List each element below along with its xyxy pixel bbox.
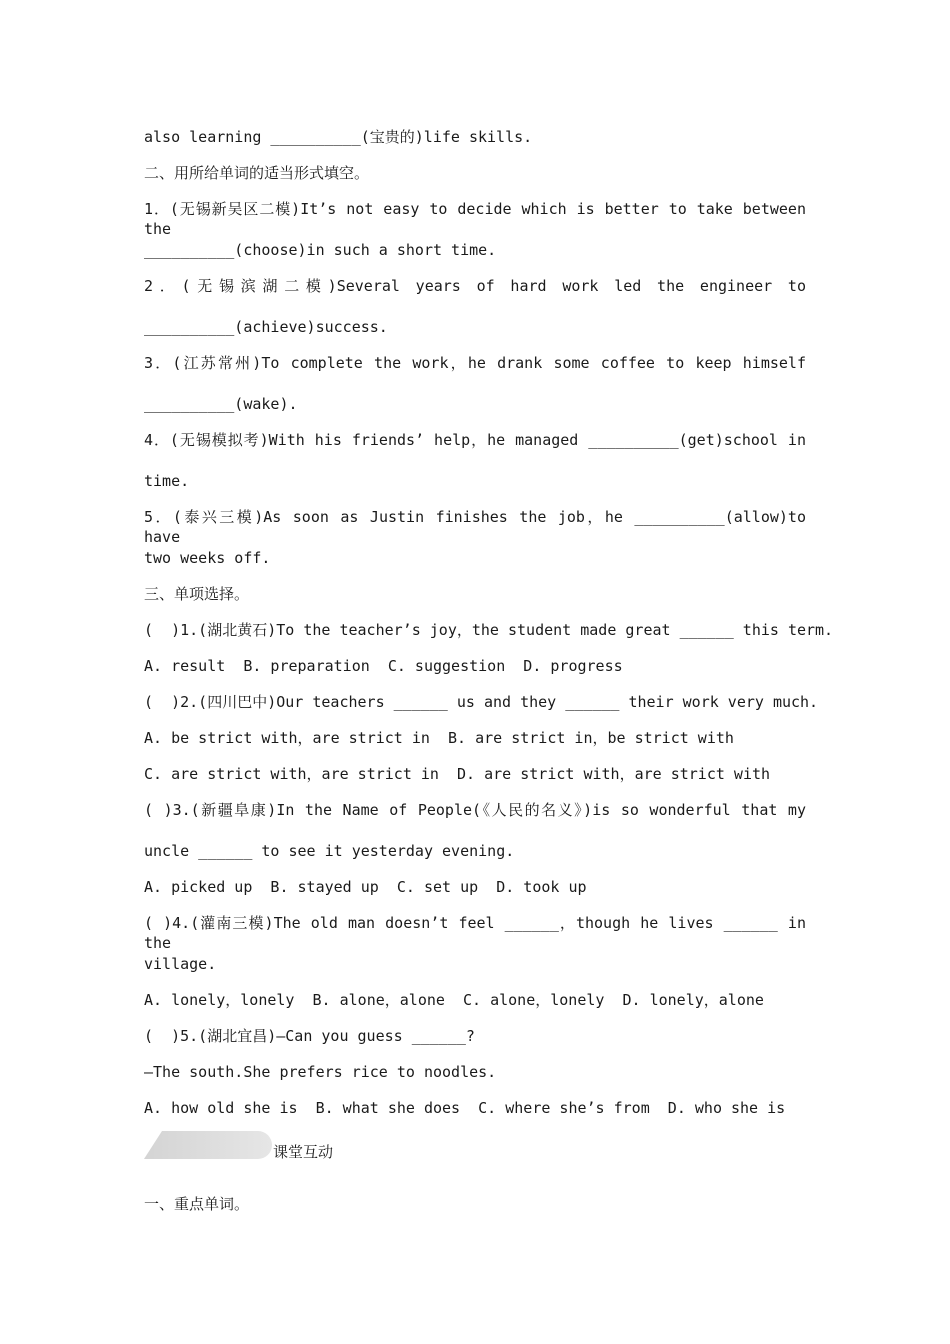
text-line: uncle ______ to see it yesterday evening.	[144, 842, 515, 860]
question-line: ( )5.(湖北宜昌)—Can you guess ______?	[144, 1027, 475, 1045]
question-line: 5．(泰兴三模)As soon as Justin finishes the job，he __________(allow)to have	[144, 508, 806, 546]
question-line: 1．(无锡新吴区二模)It’s not easy to decide which is better to take between the	[144, 200, 806, 238]
question-line: 4．(无锡模拟考)With his friends’ help，he managed __________(get)school in	[144, 431, 806, 449]
section-heading: 二、用所给单词的适当形式填空。	[144, 164, 370, 182]
options-line: A. picked up B. stayed up C. set up D. took up	[144, 878, 587, 896]
question-line: ( )3.(新疆阜康)In the Name of People(《人民的名义》)is so wonderful that my	[144, 801, 806, 819]
text-line: __________(choose)in such a short time.	[144, 241, 497, 259]
section-heading: 一、重点单词。	[144, 1195, 250, 1213]
text-line: also learning __________(宝贵的)life skills.	[144, 128, 533, 146]
text-line: two weeks off.	[144, 549, 271, 567]
options-line: A. lonely，lonely B. alone，alone C. alone，lonely D. lonely，alone	[144, 991, 764, 1009]
question-line: ( )2.(四川巴中)Our teachers ______ us and they ______ their work very much.	[144, 693, 819, 711]
text-line: —The south.She prefers rice to noodles.	[144, 1063, 497, 1081]
text-line: __________(achieve)success.	[144, 318, 388, 336]
options-line: C. are strict with，are strict in D. are strict with，are strict with	[144, 765, 771, 783]
question-line: ( )1.(湖北黄石)To the teacher’s joy，the student made great ______ this term.	[144, 621, 834, 639]
banner-label: 课堂互动	[273, 1143, 334, 1161]
section-heading: 三、单项选择。	[144, 585, 250, 603]
options-line: A. how old she is B. what she does C. where she’s from D. who she is	[144, 1099, 786, 1117]
text-line: __________(wake).	[144, 395, 298, 413]
section-banner	[144, 1131, 272, 1159]
text-line: time.	[144, 472, 190, 490]
question-line: 2．(无锡滨湖二模)Several years of hard work led the engineer to	[144, 277, 806, 295]
text-line: village.	[144, 955, 217, 973]
options-line: A. be strict with，are strict in B. are strict in，be strict with	[144, 729, 734, 747]
question-line: 3．(江苏常州)To complete the work，he drank some coffee to keep himself	[144, 354, 806, 372]
options-line: A. result B. preparation C. suggestion D. progress	[144, 657, 623, 675]
question-line: ( )4.(灌南三模)The old man doesn’t feel ______，though he lives ______ in the	[144, 914, 806, 952]
